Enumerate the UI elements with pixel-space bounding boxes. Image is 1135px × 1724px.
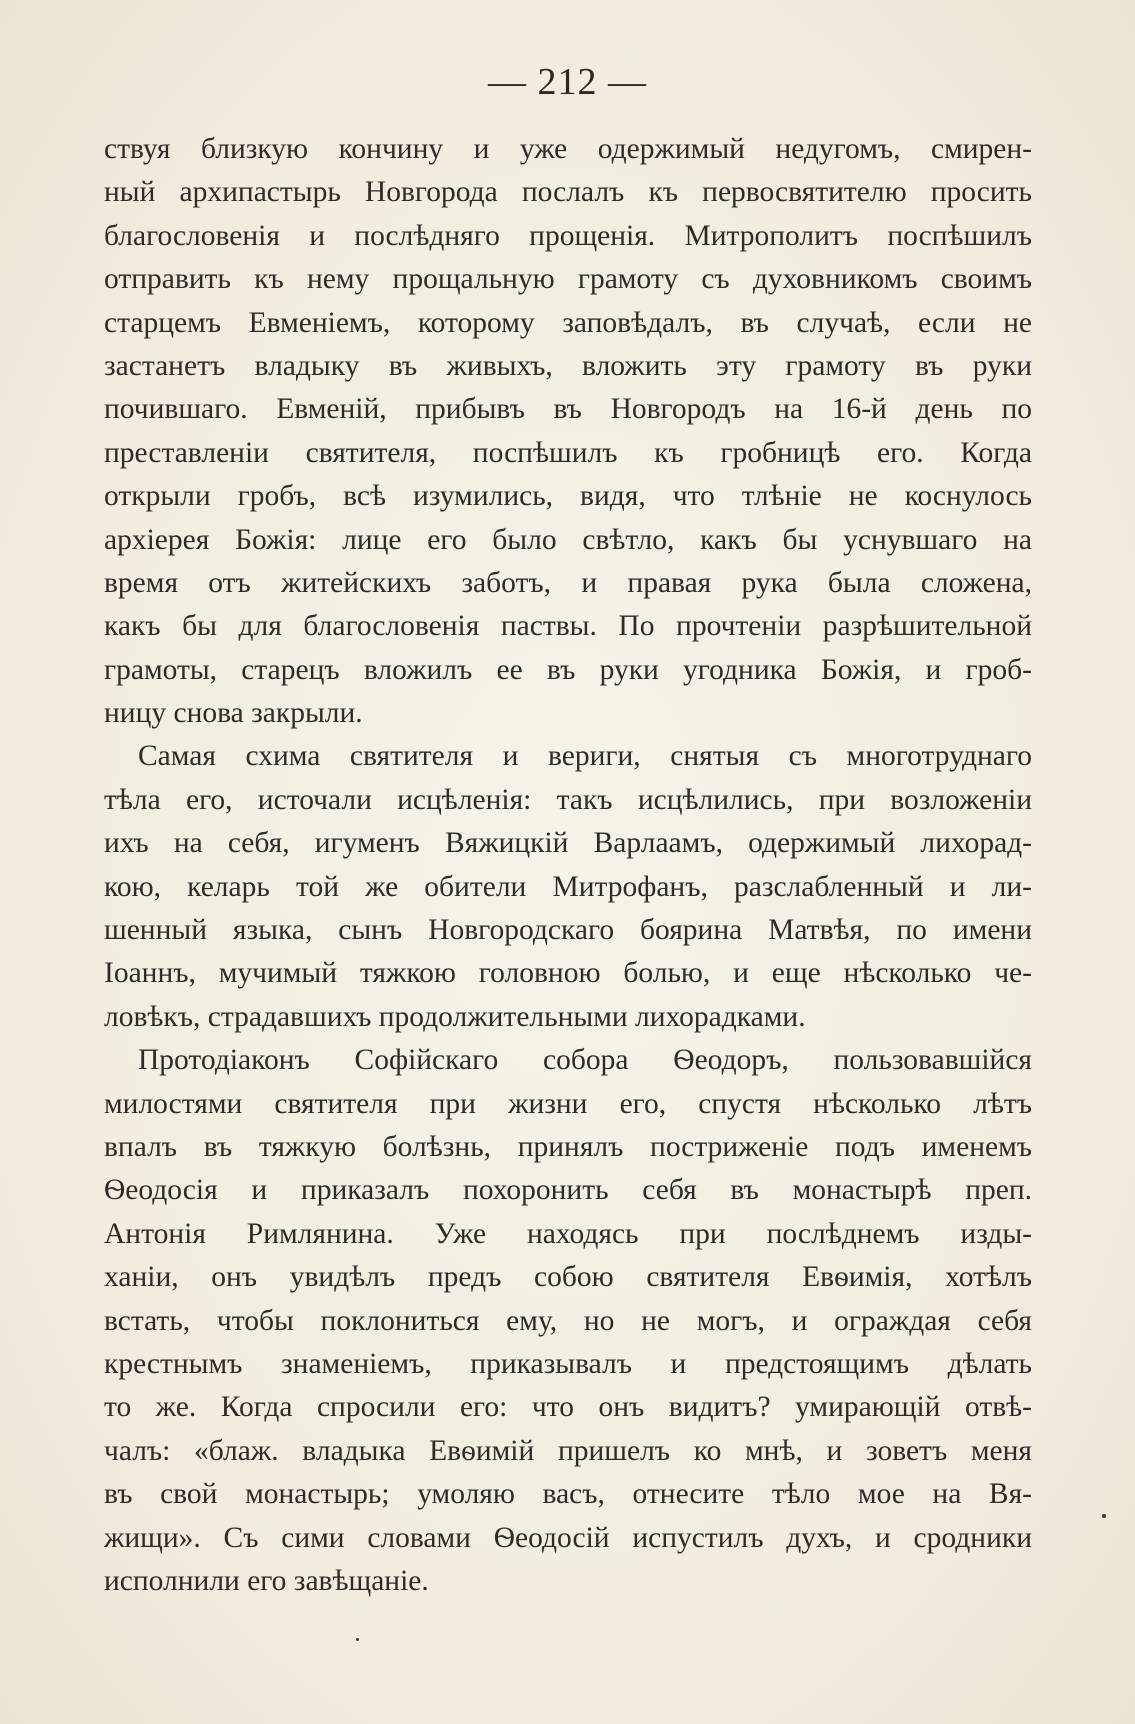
text-line: открыли гробъ, всѣ изумились, видя, что тлѣніе не коснулось bbox=[104, 480, 1032, 513]
text-line: Самая схима святителя и вериги, снятыя съ многотруднаго bbox=[138, 740, 1032, 773]
text-line: Протодіаконъ Софійскаго собора Ѳеодоръ, пользовавшійся bbox=[138, 1044, 1032, 1077]
text-line: въ свой монастырь; умоляю васъ, отнесите тѣло мое на Вя- bbox=[104, 1478, 1032, 1511]
paragraph bbox=[104, 1039, 1032, 1603]
page-number: — 212 — bbox=[488, 61, 647, 103]
ink-speck bbox=[1102, 1514, 1106, 1518]
paragraph bbox=[104, 128, 1032, 735]
text-line: застанетъ владыку въ живыхъ, вложить эту грамоту въ руки bbox=[104, 349, 1032, 382]
text-line: ловѣкъ, страдавшихъ продолжительными лихорадками. bbox=[104, 1000, 806, 1033]
text-line: благословенія и послѣдняго прощенія. Митрополитъ поспѣшилъ bbox=[104, 219, 1032, 252]
text-line: ханіи, онъ увидѣлъ предъ собою святителя Евѳимія, хотѣлъ bbox=[104, 1261, 1032, 1294]
text-line: кою, келарь той же обители Митрофанъ, разслабленный и ли- bbox=[104, 870, 1032, 903]
text-line: Антонія Римлянина. Уже находясь при послѣднемъ изды- bbox=[104, 1217, 1032, 1250]
text-line: почившаго. Евменій, прибывъ въ Новгородъ на 16-й день по bbox=[104, 393, 1032, 426]
text-line: Іоаннъ, мучимый тяжкою головною болью, и еще нѣсколько че- bbox=[104, 957, 1032, 990]
text-line: чалъ: «блаж. владыка Евѳимій пришелъ ко мнѣ, и зоветъ меня bbox=[104, 1434, 1032, 1467]
text-line: милостями святителя при жизни его, спустя нѣсколько лѣтъ bbox=[104, 1087, 1032, 1120]
text-line: преставленіи святителя, поспѣшилъ къ гробницѣ его. Когда bbox=[104, 436, 1032, 469]
text-line: ствуя близкую кончину и уже одержимый недугомъ, смирен- bbox=[104, 133, 1032, 165]
text-line: старцемъ Евменіемъ, которому заповѣдалъ, въ случаѣ, если не bbox=[104, 306, 1032, 339]
text-line: Ѳеодосія и приказалъ похоронить себя въ монастырѣ преп. bbox=[104, 1174, 1032, 1207]
text-line: жищи». Съ сими словами Ѳеодосій испустилъ духъ, и сродники bbox=[104, 1521, 1032, 1554]
ink-speck bbox=[356, 1638, 359, 1641]
text-line: ницу снова закрыли. bbox=[104, 697, 363, 730]
text-line: тѣла его, источали исцѣленія: такъ исцѣлились, при возложеніи bbox=[104, 783, 1032, 816]
text-line: встать, чтобы поклониться ему, но не могъ, и ограждая себя bbox=[104, 1304, 1032, 1337]
text-line: грамоты, старецъ вложилъ ее въ руки угодника Божія, и гроб- bbox=[104, 653, 1032, 686]
text-line: то же. Когда спросили его: что онъ видитъ? умирающій отвѣ- bbox=[104, 1391, 1032, 1424]
paragraph bbox=[104, 735, 1032, 1039]
text-line: крестнымъ знаменіемъ, приказывалъ и предстоящимъ дѣлать bbox=[104, 1347, 1032, 1380]
text-line: впалъ въ тяжкую болѣзнь, принялъ постриженіе подъ именемъ bbox=[104, 1130, 1032, 1163]
text-line: ный архипастырь Новгорода послалъ къ первосвятителю просить bbox=[104, 176, 1032, 209]
text-line: архіерея Божія: лице его было свѣтло, какъ бы уснувшаго на bbox=[104, 523, 1032, 556]
text-line: отправить къ нему прощальную грамоту съ духовникомъ своимъ bbox=[104, 263, 1032, 296]
text-line: какъ бы для благословенія паствы. По прочтеніи разрѣшительной bbox=[104, 610, 1032, 643]
body-text bbox=[104, 128, 1032, 1603]
text-line: время отъ житейскихъ заботъ, и правая рука была сложена, bbox=[104, 566, 1032, 599]
text-line: исполнили его завѣщаніе. bbox=[104, 1564, 429, 1597]
text-line: шенный языка, сынъ Новгородскаго боярина Матвѣя, по имени bbox=[104, 914, 1032, 947]
text-line: ихъ на себя, игуменъ Вяжицкій Варлаамъ, одержимый лихорад- bbox=[104, 827, 1032, 860]
